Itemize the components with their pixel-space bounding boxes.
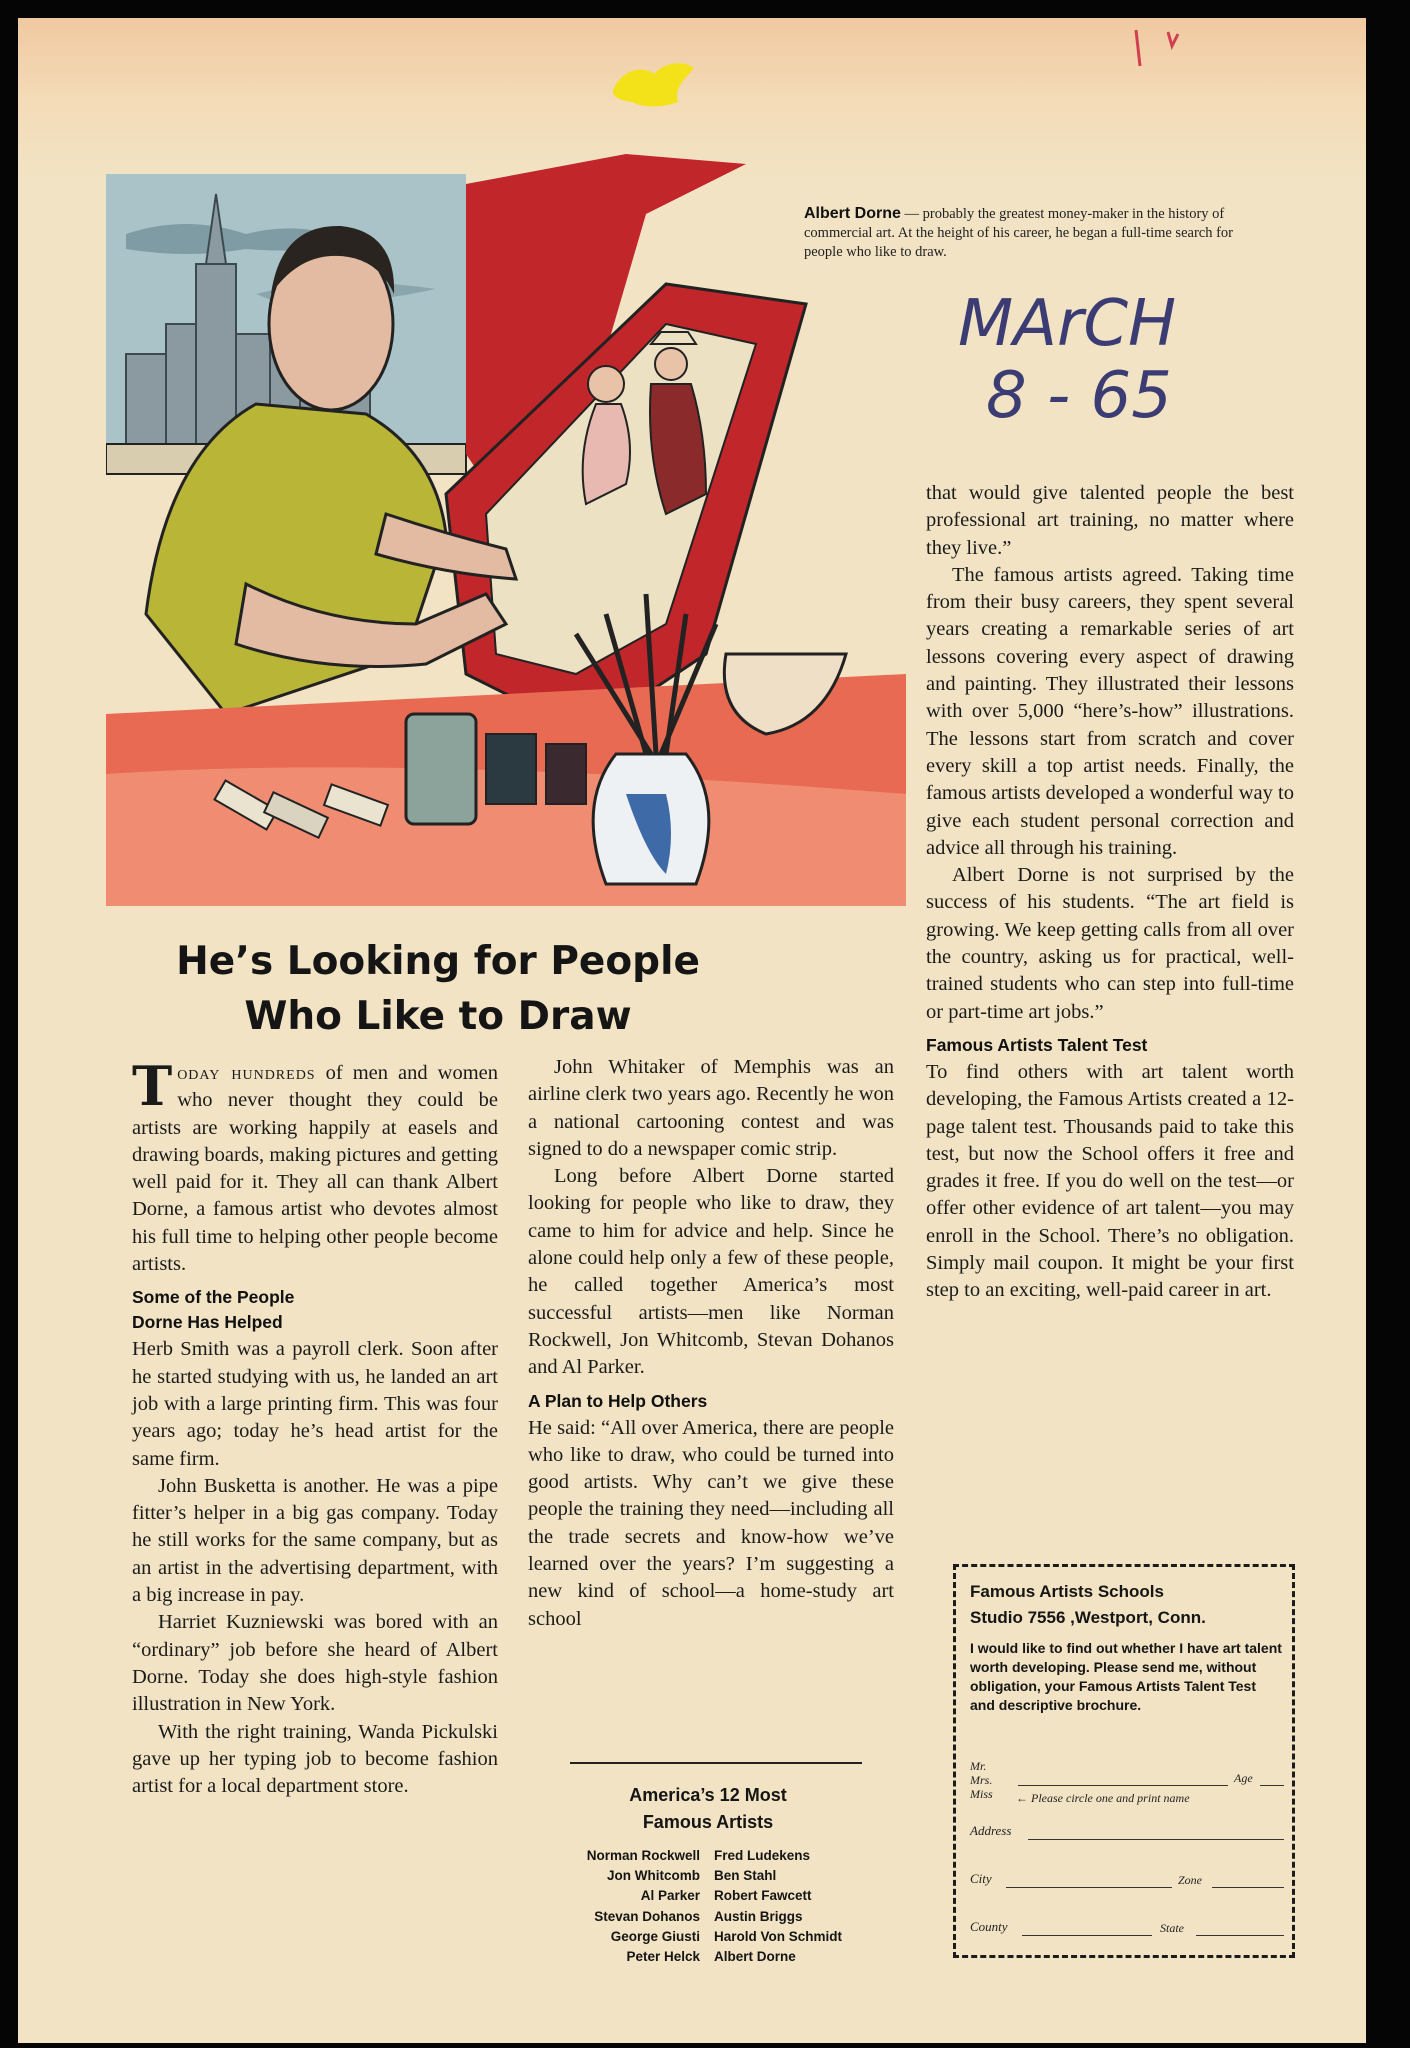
headline-line-1: He’s Looking for People: [176, 939, 700, 984]
paragraph-long-before: Long before Albert Dorne started looking for people who like to draw, they came to him for advice and help. Since he alone could help only a few of these people, he called together America’s most successful artists—men like Norman Rockwell, Jon Whitcomb, Stevan Dohanos and Al Parker.: [528, 1165, 894, 1379]
magazine-page: [18, 18, 1366, 2043]
zone-label: Zone: [1178, 1873, 1202, 1887]
state-label: State: [1160, 1921, 1184, 1935]
address-field[interactable]: [1028, 1839, 1284, 1840]
famous-artists-list: [518, 1846, 918, 1967]
famous-artists-title: America’s 12 Most Famous Artists: [629, 1785, 787, 1832]
yellow-paint-mark: [604, 58, 700, 110]
artist-row: Stevan Dohanos Austin Briggs: [594, 1908, 803, 1924]
section-heading-talent-test: Famous Artists Talent Test: [926, 1034, 1148, 1055]
coupon-text: I would like to find out whether I have art talent worth developing. Please send me, without obligation, your Famous Artists Talent Test and descriptive brochure.: [970, 1640, 1282, 1713]
paragraph-herb-smith: Herb Smith was a payroll clerk. Soon after he started studying with us, he landed an art job with a large printing firm. This was four years ago; today he’s head artist for the same firm.: [132, 1338, 498, 1470]
artist-row: Al Parker Robert Fawcett: [640, 1888, 812, 1904]
artist-row: Norman Rockwell Fred Ludekens: [586, 1848, 811, 1863]
paragraph-john-busketta: John Busketta is another. He was a pipe fitter’s helper in a big gas company. Today he still works for the same company, but as an artist in the advertising department, with a big increase in pay.: [132, 1474, 498, 1607]
paragraph-harriet: Harriet Kuzniewski was bored with an “ordinary” job before she heard of Albert Dorne. Today she does high-style fashion illustration in New York.: [132, 1611, 498, 1716]
paragraph-john-whitaker: John Whitaker of Memphis was an airline clerk two years ago. Recently he won a national cartooning contest and was signed to do a newspaper comic strip.: [528, 1056, 894, 1160]
section-heading-people: Some of the People Dorne Has Helped: [132, 1287, 295, 1333]
article-column-3: [926, 480, 1294, 1305]
intro-rest: of men and women who never thought they could be artists are working happily at easels and drawing boards, making pictures and getting well paid for it. They all can thank Albert Dorne, a famous artist who devotes almost his full time to helping other people become artists.: [132, 1062, 498, 1276]
coupon-header: Famous Artists Schools Studio 7556 ,Westport, Conn.: [970, 1582, 1206, 1627]
mail-coupon[interactable]: [953, 1564, 1295, 1958]
paragraph-continued: that would give talented people the best professional art training, no matter where they live.”: [926, 482, 1294, 559]
circle-note: ← Please circle one and print name: [1016, 1791, 1190, 1805]
title-options[interactable]: Mr. Mrs. Miss: [970, 1759, 993, 1801]
headline-line-2: Who Like to Draw: [244, 994, 632, 1039]
artist-row: Peter Helck Albert Dorne: [626, 1949, 796, 1965]
handwritten-date: [958, 288, 1176, 432]
illustration-caption: [804, 204, 1244, 262]
caption-name: Albert Dorne: [804, 205, 901, 222]
handwritten-month: MArCH: [958, 287, 1177, 361]
intro-paragraph: [132, 1054, 498, 1278]
zone-field[interactable]: [1212, 1887, 1284, 1888]
artist-illustration: [106, 154, 906, 906]
city-label: City: [970, 1871, 992, 1886]
red-ink-mark: [1128, 26, 1188, 71]
intro-smallcaps: oday hundreds: [177, 1062, 316, 1084]
paragraph-talent-test: To find others with art talent worth developing, the Famous Artists created a 12-page talent test. Thousands paid to take this test, but now the School offers it free and grades it free. If you do well on the test—or offer other evidence of art talent—you may enroll in the School. There’s no obligation. Simply mail coupon. It might be your first step to an exciting, well-paid career in art.: [926, 1060, 1294, 1302]
paragraph-not-surprised: Albert Dorne is not surprised by the success of his students. “The art field is growing. We keep getting calls from all over the country, asking us for practical, well-trained students who can step into full-time or part-time art jobs.”: [926, 864, 1294, 1023]
handwritten-day-year: 8 - 65: [986, 359, 1172, 433]
headline: [138, 934, 738, 1044]
paragraph-artists-agreed: The famous artists agreed. Taking time from their busy careers, they spent several years creating a remarkable series of art lessons covering every aspect of drawing and painting. They illustrated their lessons with over 5,000 “here’s-how” illustrations. The lessons start from scratch and cover every skill a top artist needs. Finally, the famous artists developed a wonderful way to give each student personal correction and advice all through his training.: [926, 563, 1294, 859]
article-column-2: [528, 1054, 894, 1633]
state-field[interactable]: [1196, 1935, 1284, 1936]
county-label: County: [970, 1919, 1008, 1934]
paragraph-he-said: He said: “All over America, there are people who like to draw, who could be turned into good artists. Why can’t we give these people the training they need—including all the trade secrets and know-how we’ve learned over the years? I’m suggesting a new kind of school—a home-study art school: [528, 1416, 894, 1630]
address-label: Address: [970, 1823, 1012, 1838]
artist-row: George Giusti Harold Von Schmidt: [610, 1928, 843, 1944]
section-heading-plan: A Plan to Help Others: [528, 1390, 708, 1411]
county-field[interactable]: [1022, 1935, 1152, 1936]
caption-text: — probably the greatest money-maker in the history of commercial art. At the height of his career, he began a full-time search for people who like to draw.: [804, 206, 1233, 260]
divider-rule: [570, 1762, 862, 1764]
name-field[interactable]: [1018, 1785, 1228, 1786]
age-label: Age: [1234, 1771, 1253, 1785]
drop-cap: T: [132, 1054, 173, 1118]
paragraph-wanda: With the right training, Wanda Pickulski gave up her typing job to become fashion artist for a local department store.: [132, 1720, 498, 1798]
artist-row: Jon Whitcomb Ben Stahl: [607, 1868, 777, 1884]
article-column-1: [132, 1054, 498, 1800]
age-field[interactable]: [1260, 1785, 1284, 1786]
city-field[interactable]: [1006, 1887, 1172, 1888]
